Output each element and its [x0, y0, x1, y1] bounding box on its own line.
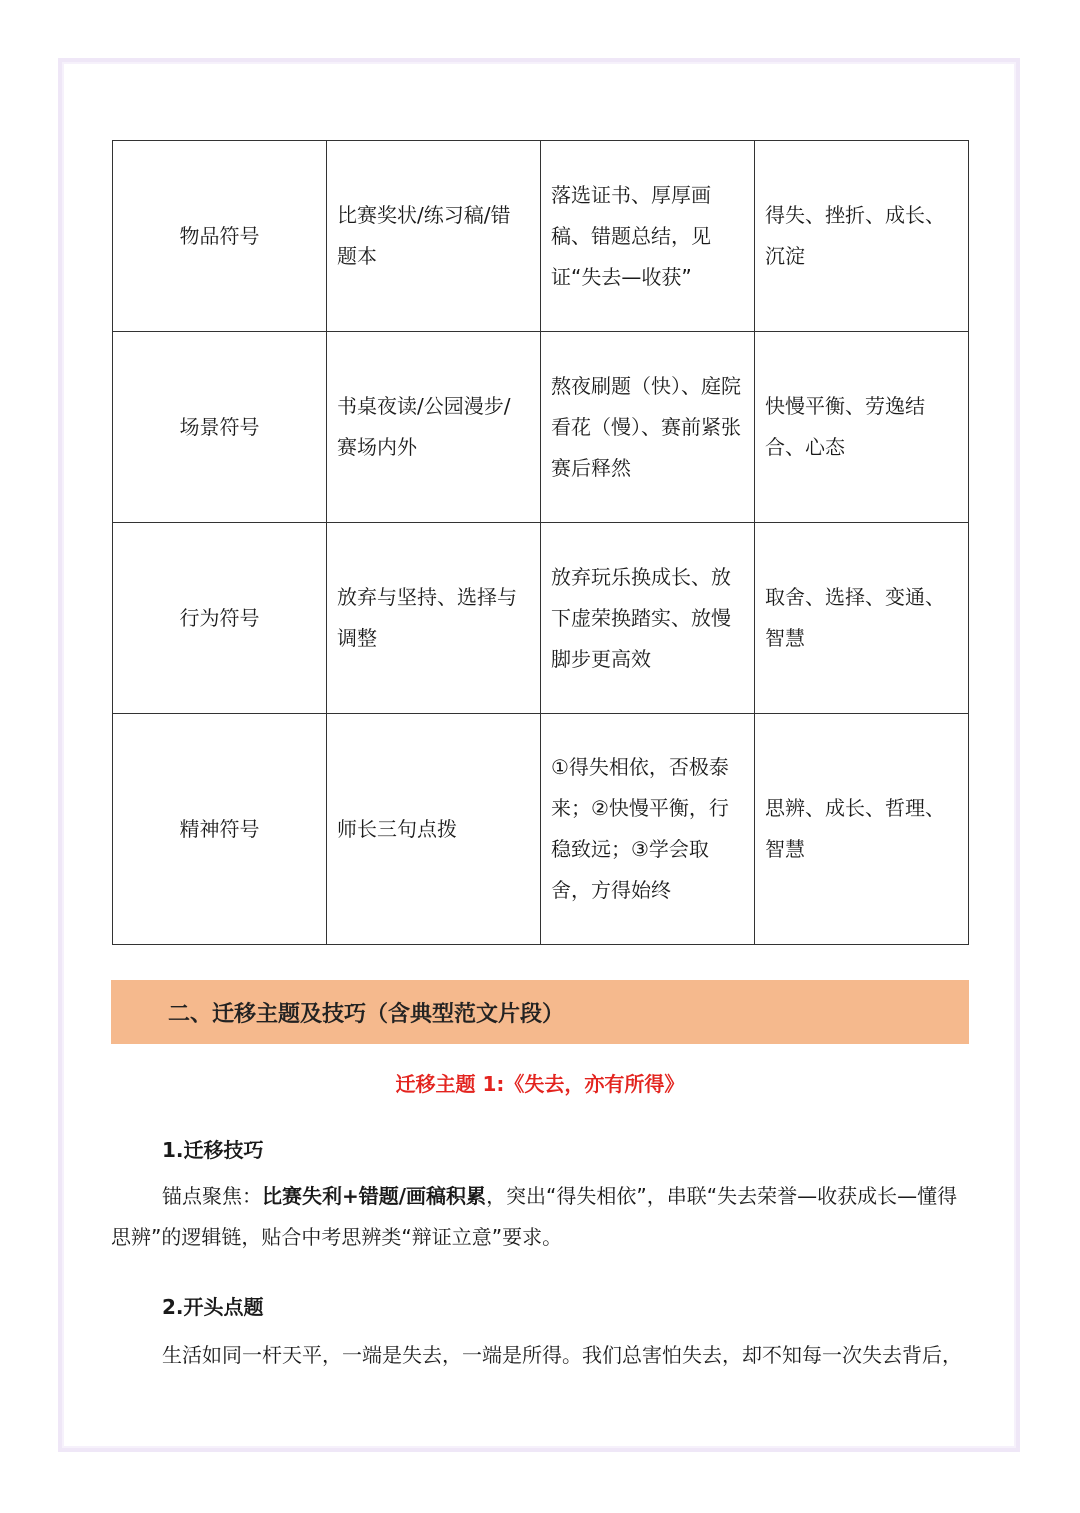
table-cell-meaning: 取舍、选择、变通、智慧 [755, 523, 969, 714]
table-row [113, 141, 969, 332]
table-cell-carrier: 师长三句点拨 [327, 714, 541, 945]
table-cell-category: 场景符号 [113, 332, 327, 523]
skill-heading: 1.迁移技巧 [162, 1138, 264, 1162]
table-cell-detail: 放弃玩乐换成长、放下虚荣换踏实、放慢脚步更高效 [541, 523, 755, 714]
table-cell-meaning: 快慢平衡、劳逸结合、心态 [755, 332, 969, 523]
symbol-table [112, 140, 969, 945]
table-cell-meaning: 得失、挫折、成长、沉淀 [755, 141, 969, 332]
table-cell-detail: 落选证书、厚厚画稿、错题总结，见证“失去—收获” [541, 141, 755, 332]
opening-paragraph: 生活如同一杆天平，一端是失去，一端是所得。我们总害怕失去，却不知每一次失去背后， [162, 1343, 962, 1367]
section-heading: 二、迁移主题及技巧（含典型范文片段） [168, 1001, 565, 1027]
table-cell-detail: ①得失相依，否极泰来；②快慢平衡，行稳致远；③学会取舍，方得始终 [541, 714, 755, 945]
table-row [113, 332, 969, 523]
skill-bold: 比赛失利+错题/画稿积累 [262, 1184, 487, 1208]
table-cell-carrier: 书桌夜读/公园漫步/赛场内外 [327, 332, 541, 523]
opening-heading: 2.开头点题 [162, 1295, 264, 1319]
table-cell-category: 物品符号 [113, 141, 327, 332]
theme-title: 迁移主题 1:《失去，亦有所得》 [395, 1072, 685, 1096]
table-cell-detail: 熬夜刷题（快）、庭院看花（慢）、赛前紧张赛后释然 [541, 332, 755, 523]
table-cell-category: 行为符号 [113, 523, 327, 714]
table-row [113, 714, 969, 945]
section-heading-bar [111, 980, 969, 1044]
skill-rest: ，突出“得失相依”，串联“失去荣誉—收获成长—懂得思辨”的逻辑链，贴合中考思辨类“辩证立意”要求。 [111, 1184, 958, 1249]
table-cell-meaning: 思辨、成长、哲理、智慧 [755, 714, 969, 945]
table-cell-carrier: 放弃与坚持、选择与调整 [327, 523, 541, 714]
skill-lead: 锚点聚焦： [162, 1184, 262, 1208]
table-cell-category: 精神符号 [113, 714, 327, 945]
skill-paragraph [111, 1176, 969, 1258]
table-row [113, 523, 969, 714]
table-cell-carrier: 比赛奖状/练习稿/错题本 [327, 141, 541, 332]
